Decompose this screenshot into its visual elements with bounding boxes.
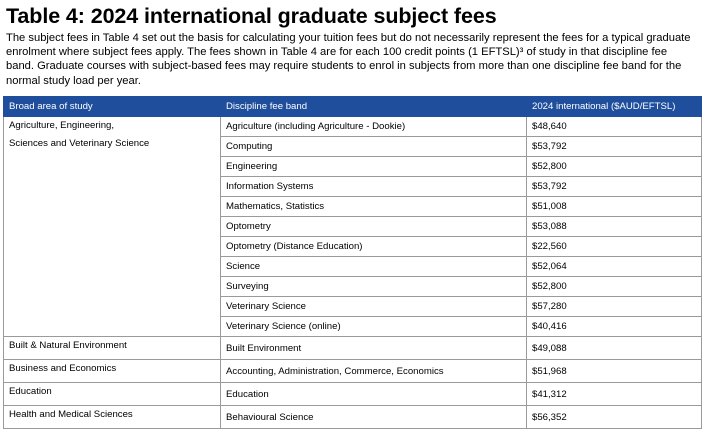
discipline-fee-band-cell: Behavioural Science: [221, 406, 527, 429]
broad-area-label: Sciences and Veterinary Science: [9, 138, 150, 149]
discipline-fee-band-cell: Built Environment: [221, 337, 527, 360]
fee-amount-cell: $49,088: [527, 337, 702, 360]
broad-area-label: Built & Natural Environment: [9, 340, 127, 351]
discipline-fee-band-cell: Engineering: [221, 157, 527, 177]
broad-area-cell: [4, 337, 221, 360]
fee-amount-cell: $52,800: [527, 277, 702, 297]
fee-amount-cell: $53,792: [527, 137, 702, 157]
broad-area-label: Education: [9, 386, 52, 397]
fee-amount-cell: $51,968: [527, 360, 702, 383]
fee-amount-cell: $56,352: [527, 406, 702, 429]
fee-amount-cell: $52,800: [527, 157, 702, 177]
discipline-fee-band-cell: Optometry (Distance Education): [221, 237, 527, 257]
discipline-fee-band-cell: Veterinary Science: [221, 297, 527, 317]
discipline-fee-band-cell: Mathematics, Statistics: [221, 197, 527, 217]
discipline-fee-band-cell: Veterinary Science (online): [221, 317, 527, 337]
broad-area-label: Health and Medical Sciences: [9, 409, 133, 420]
broad-area-label: Business and Economics: [9, 363, 117, 374]
broad-area-label: Agriculture, Engineering,: [9, 120, 115, 131]
table-row: [4, 117, 702, 137]
page-title: Table 4: 2024 international graduate subject fees: [6, 4, 497, 28]
discipline-fee-band-cell: Information Systems: [221, 177, 527, 197]
fee-amount-cell: $52,064: [527, 257, 702, 277]
fee-amount-cell: $53,792: [527, 177, 702, 197]
discipline-fee-band-cell: Science: [221, 257, 527, 277]
fees-table: [3, 96, 702, 429]
discipline-fee-band-cell: Accounting, Administration, Commerce, Economics: [221, 360, 527, 383]
broad-area-cell: [4, 406, 221, 429]
fee-amount-cell: $22,560: [527, 237, 702, 257]
table-row: [4, 406, 702, 429]
fee-amount-cell: $40,416: [527, 317, 702, 337]
table-row: [4, 337, 702, 360]
broad-area-cell: [4, 360, 221, 383]
discipline-fee-band-cell: Optometry: [221, 217, 527, 237]
fees-table-body: [4, 117, 702, 429]
fee-amount-cell: $51,008: [527, 197, 702, 217]
fee-amount-cell: $48,640: [527, 117, 702, 137]
discipline-fee-band-cell: Agriculture (including Agriculture - Dookie): [221, 117, 527, 137]
discipline-fee-band-cell: Computing: [221, 137, 527, 157]
broad-area-cell: [4, 383, 221, 406]
discipline-fee-band-cell: Surveying: [221, 277, 527, 297]
header-international-fee: 2024 international ($AUD/EFTSL): [527, 97, 702, 117]
fee-amount-cell: $41,312: [527, 383, 702, 406]
table-row: [4, 383, 702, 406]
fee-amount-cell: $53,088: [527, 217, 702, 237]
intro-paragraph: The subject fees in Table 4 set out the basis for calculating your tuition fees but do not necessarily represent the fees for a typical graduate enrolment where subject fees apply. The fees shown in Table 4 are for each 100 credit points (1 EFTSL)³ of study in that discipline fee band. Graduate courses with subject-based fees may require students to enrol in subjects from more than one discipline fee band for the normal study load per year.: [6, 32, 691, 87]
discipline-fee-band-cell: Education: [221, 383, 527, 406]
broad-area-cell: [4, 117, 221, 337]
table-row: [4, 360, 702, 383]
fee-amount-cell: $57,280: [527, 297, 702, 317]
header-discipline-fee-band: Discipline fee band: [221, 97, 527, 117]
header-broad-area: Broad area of study: [4, 97, 221, 117]
table-header-row: [4, 97, 702, 117]
